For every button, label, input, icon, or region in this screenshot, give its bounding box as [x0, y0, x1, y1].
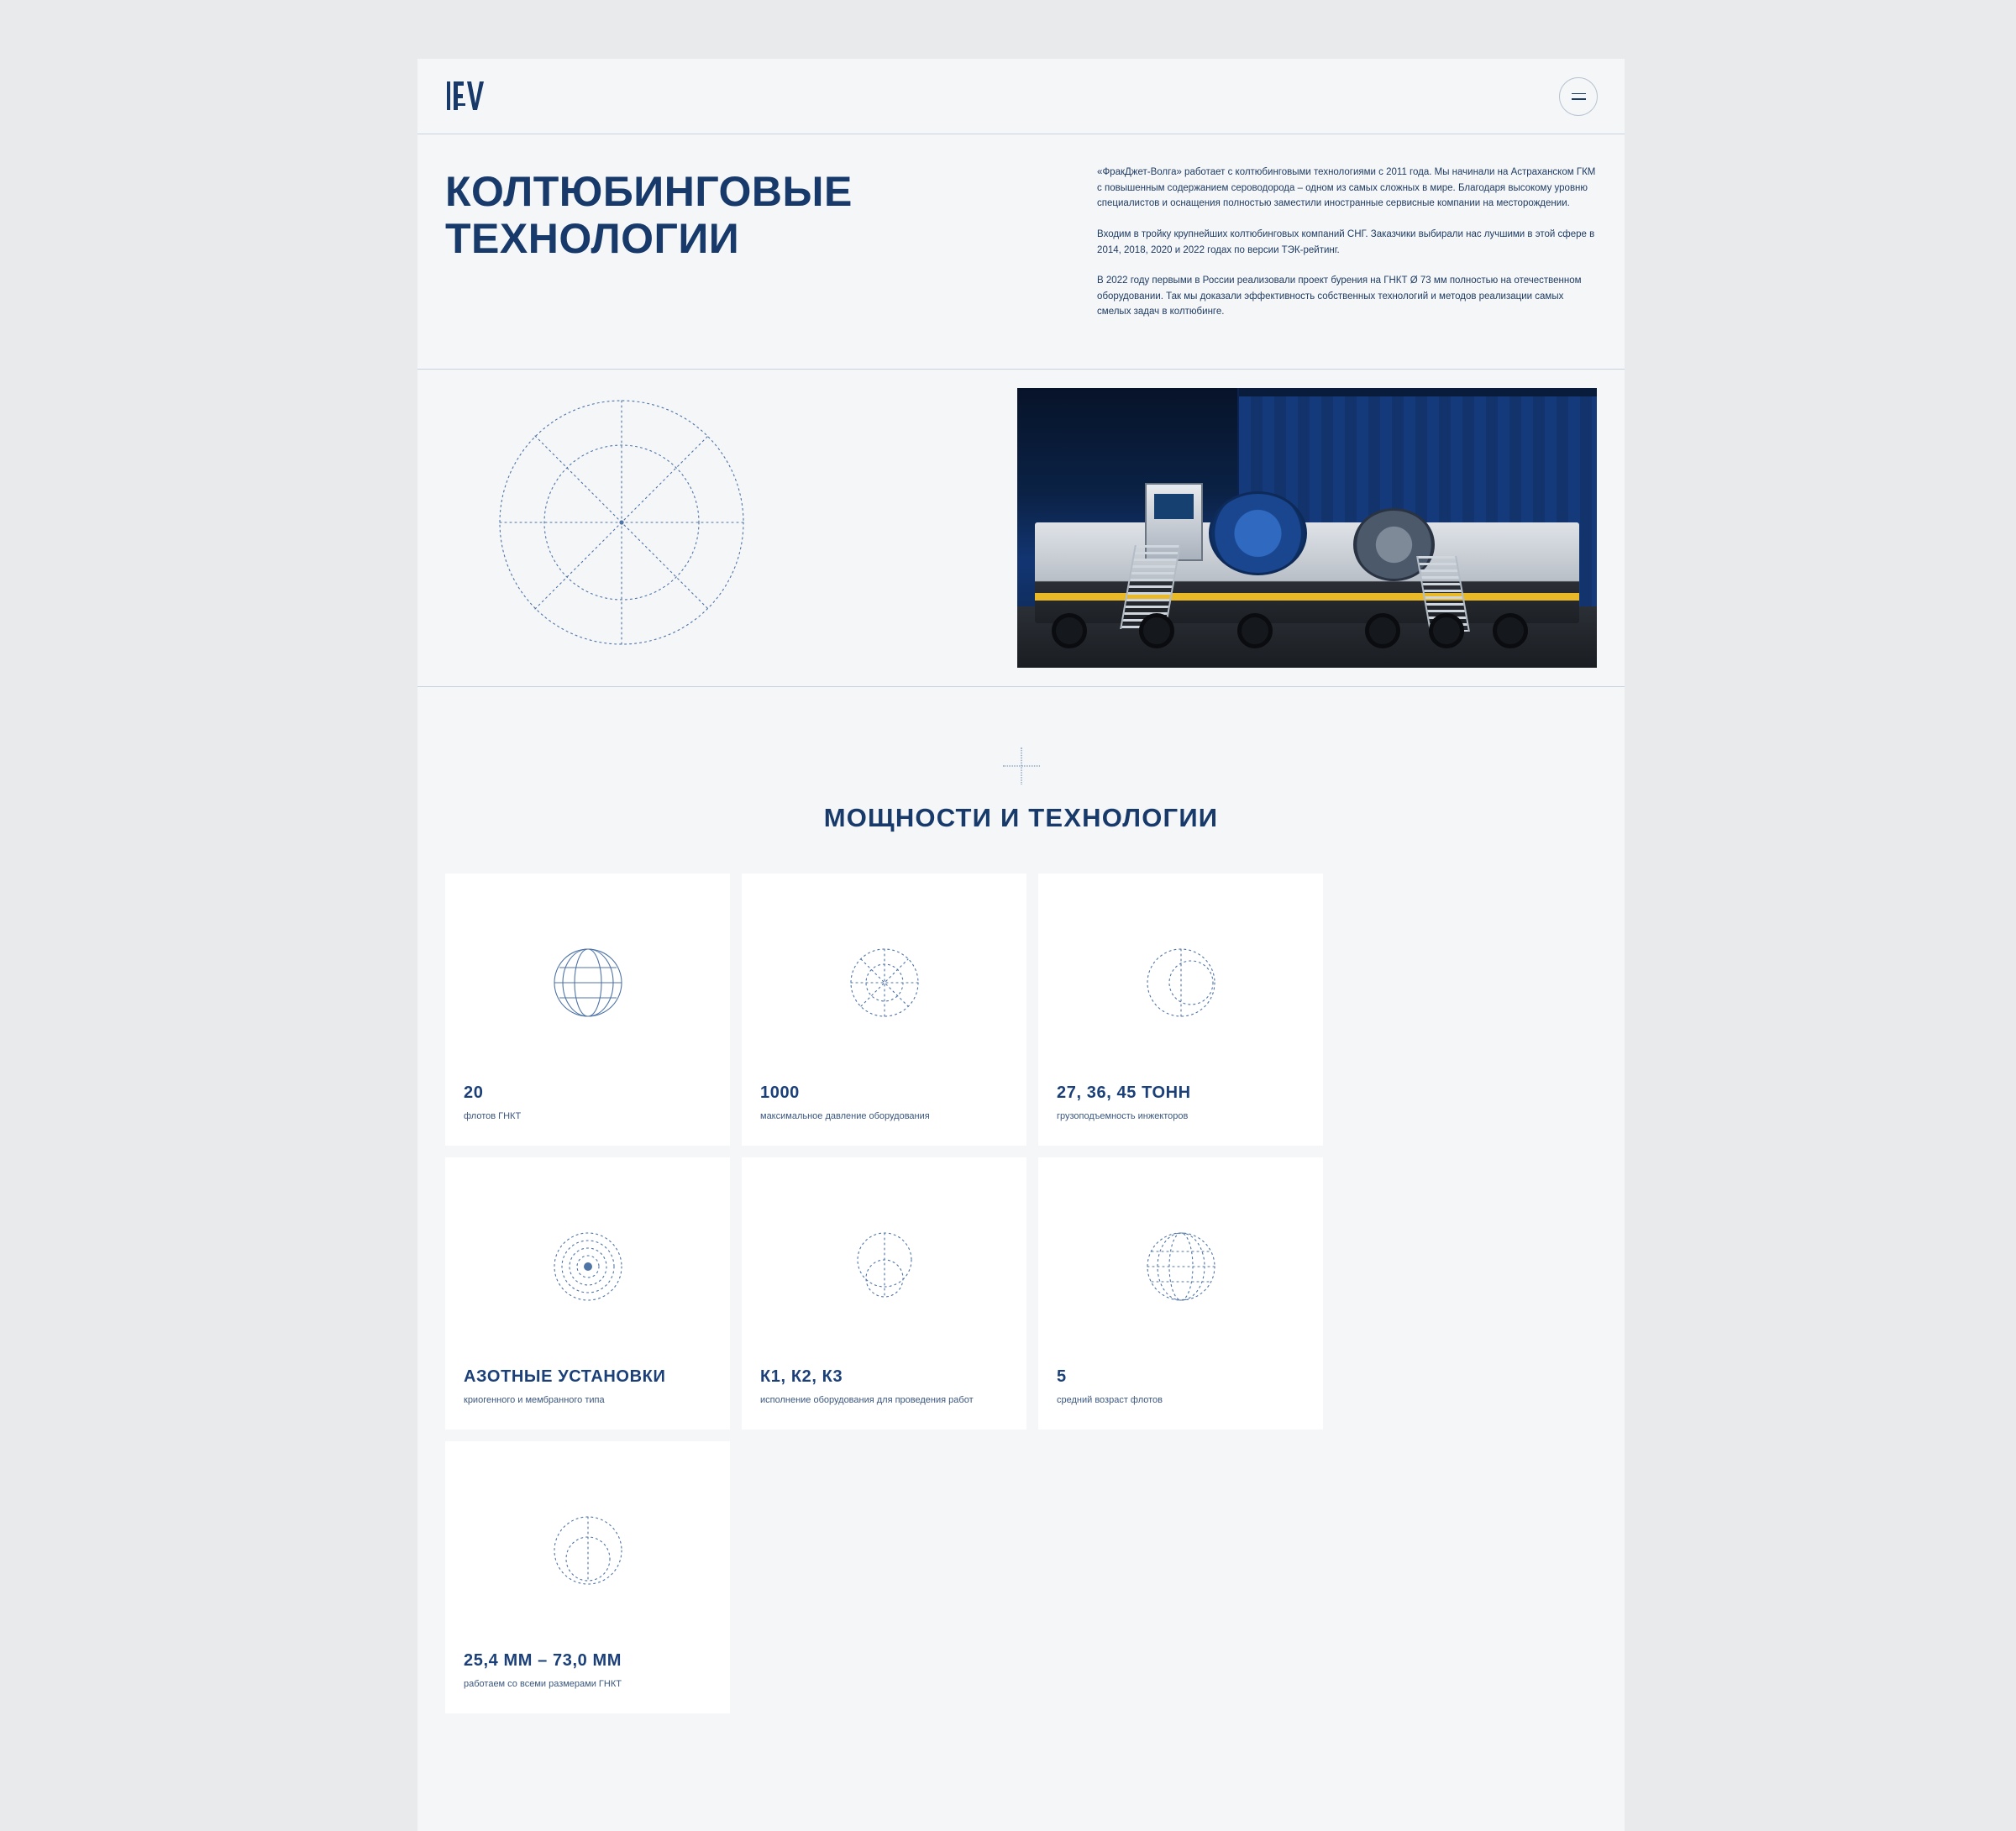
burger-line	[1572, 98, 1586, 100]
grid-icon	[1057, 1173, 1305, 1367]
sphere-icon	[760, 889, 1008, 1083]
photo-reel	[1209, 491, 1307, 575]
capability-desc: флотов ГНКТ	[464, 1111, 522, 1122]
media-section	[417, 370, 1625, 687]
logo-icon	[445, 78, 489, 115]
capability-card[interactable]	[445, 874, 730, 1146]
photo-wheel	[1052, 613, 1087, 648]
cross-divider-icon	[1003, 748, 1040, 784]
capability-desc: работаем со всеми размерами ГНКТ	[464, 1679, 622, 1690]
capability-card[interactable]	[445, 1157, 730, 1430]
capability-desc: исполнение оборудования для проведения работ	[760, 1395, 974, 1406]
hero-description	[1079, 158, 1597, 320]
moon-icon	[1057, 889, 1305, 1083]
page-title: КОЛТЮБИНГОВЫЕ ТЕХНОЛОГИИ	[445, 168, 853, 262]
hero-paragraph-1: «ФракДжет-Волга» работает с колтюбинговыми технологиями с 2011 года. Мы начинали на Астраханском ГКМ с повышенным содержанием сероводорода – одном из самых сложных в мире. Благодаря высокому уровню специалистов и оснащения полностью заместили иностранные сервисные компании на месторождении.	[1097, 167, 1596, 209]
capability-value: 20	[464, 1083, 484, 1103]
hero-section	[417, 134, 1625, 370]
capability-value: К1, К2, К3	[760, 1367, 843, 1387]
capability-value: 5	[1057, 1367, 1067, 1387]
photo-wheel	[1429, 613, 1464, 648]
photo-truck-stripe	[1035, 593, 1580, 601]
capabilities-title: МОЩНОСТИ И ТЕХНОЛОГИИ	[823, 803, 1219, 832]
site-header	[417, 59, 1625, 134]
burger-line	[1572, 93, 1586, 95]
photo-wheel	[1237, 613, 1273, 648]
capability-value: 27, 36, 45 ТОНН	[1057, 1083, 1191, 1103]
capabilities-section	[417, 687, 1625, 1764]
capability-card[interactable]	[1038, 874, 1323, 1146]
hero-paragraph-3: В 2022 году первыми в России реализовали проект бурения на ГНКТ Ø 73 мм полностью на отечественном оборудовании. Так мы доказали эффективность собственных технологий и методов реализации самых смелых задач в колтюбинге.	[1097, 275, 1582, 317]
capability-card[interactable]	[1038, 1157, 1323, 1430]
hero-paragraph-2: Входим в тройку крупнейших колтюбинговых компаний СНГ. Заказчики выбирали нас лучшими в этой сфере в 2014, 2018, 2020 и 2022 годах по версии ТЭК-рейтинг.	[1097, 228, 1595, 255]
logo[interactable]	[445, 78, 489, 115]
capability-desc: средний возраст флотов	[1057, 1395, 1163, 1406]
capability-card[interactable]	[445, 1441, 730, 1713]
coiled-tubing-photo	[1017, 388, 1597, 668]
globe-icon	[464, 889, 711, 1083]
circle-axes-icon	[454, 392, 790, 653]
decorative-circle-diagram	[445, 388, 798, 657]
photo-wheel	[1365, 613, 1400, 648]
capability-value: 1000	[760, 1083, 800, 1103]
photo-truck	[1035, 522, 1580, 623]
drop-icon	[464, 1456, 711, 1651]
photo-wheel	[1139, 613, 1174, 648]
capability-value: АЗОТНЫЕ УСТАНОВКИ	[464, 1367, 666, 1387]
capability-value: 25,4 ММ – 73,0 ММ	[464, 1651, 622, 1671]
split-icon	[760, 1173, 1008, 1367]
capability-desc: максимальное давление оборудования	[760, 1111, 930, 1122]
capability-card[interactable]	[742, 874, 1026, 1146]
capabilities-card-grid	[445, 874, 1597, 1713]
capability-desc: грузоподъемность инжекторов	[1057, 1111, 1189, 1122]
photo-wheel	[1493, 613, 1528, 648]
target-icon	[464, 1173, 711, 1367]
capability-desc: криогенного и мембранного типа	[464, 1395, 605, 1406]
capability-card[interactable]	[742, 1157, 1026, 1430]
page-container	[417, 59, 1625, 1831]
menu-button[interactable]	[1559, 77, 1598, 116]
